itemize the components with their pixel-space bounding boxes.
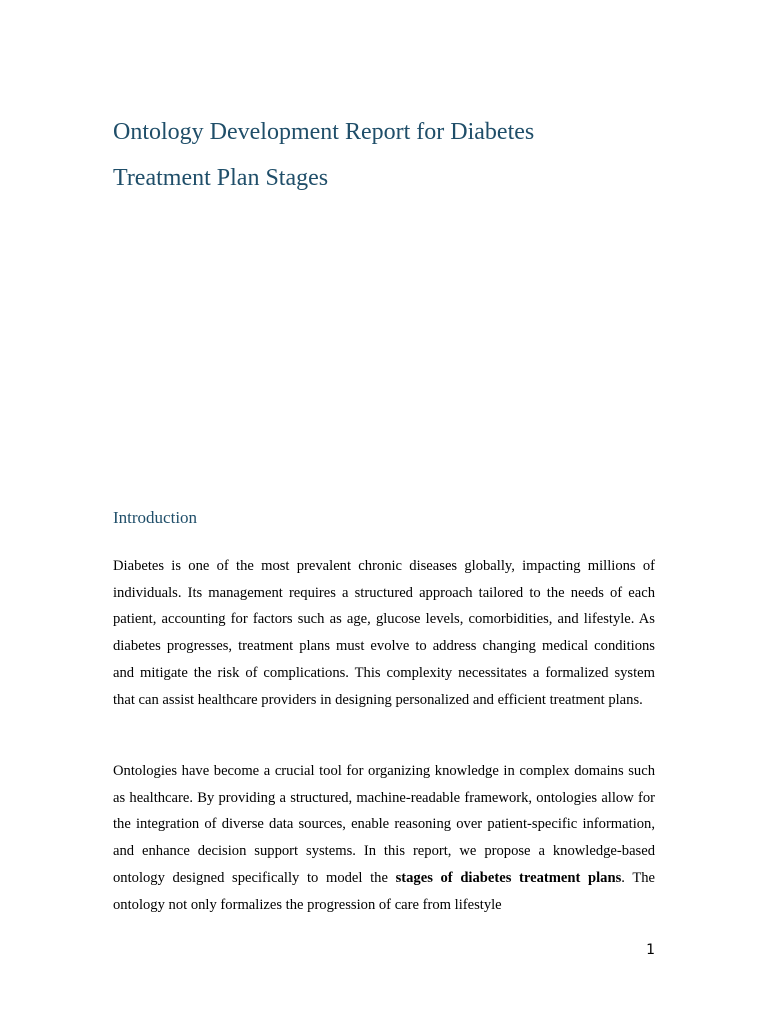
intro-paragraph-2 bbox=[113, 758, 655, 918]
intro-paragraph-2-bold-phrase: stages of diabetes treatment plans bbox=[395, 869, 622, 886]
intro-paragraph-1: Diabetes is one of the most prevalent chronic diseases globally, impacting millions of individuals. Its management requires a structured approach tailored to the needs of each patient, accounting for factors such as age, glucose levels, comorbidities, and lifestyle. As diabetes progresses, treatment plans must evolve to address changing medical conditions and mitigate the risk of complications. This complexity necessitates a formalized system that can assist healthcare providers in designing personalized and efficient treatment plans. bbox=[113, 558, 655, 708]
document-title bbox=[113, 110, 673, 201]
intro-paragraph-2-text-start: Ontologies have become a crucial tool for organizing knowledge in complex domains such as healthcare. By providing a structured, machine-readable framework, ontologies allow for the integration of diverse data sources, enable reasoning over patient-specific information, and enhance decision support systems. In this report, we propose a knowledge-based ontology designed specifically to model the bbox=[113, 763, 655, 886]
intro-paragraph-2-text-end: . The ontology not only formalizes the progression of care from lifestyle bbox=[113, 869, 656, 913]
document-title-line-2: Treatment Plan Stages bbox=[113, 164, 329, 191]
document-title-line-1: Ontology Development Report for Diabetes bbox=[113, 119, 535, 145]
section-heading-introduction: Introduction bbox=[113, 508, 198, 527]
page-number: 1 bbox=[646, 942, 655, 958]
